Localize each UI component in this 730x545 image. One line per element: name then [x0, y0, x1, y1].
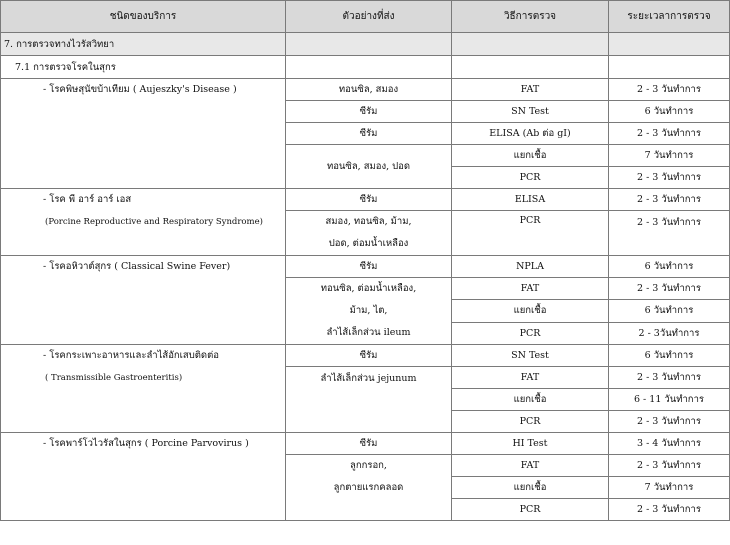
sample-cell: ลำไส้เล็กส่วน jejunum	[286, 367, 452, 433]
duration-cell: 6 - 11 วันทำการ	[609, 389, 730, 411]
method-cell: PCR	[452, 167, 609, 189]
duration-cell: 7 วันทำการ	[609, 477, 730, 499]
method-cell: แยกเชื้อ	[452, 145, 609, 167]
section-row	[1, 33, 730, 56]
method-cell: PCR	[452, 322, 609, 344]
method-cell: PCR	[452, 211, 609, 256]
duration-cell: 2 - 3 วันทำการ	[609, 211, 730, 256]
disease-name-cell	[1, 345, 286, 433]
disease-name: - โรคพิษสุนัขบ้าเทียม ( Aujeszky's Disease )	[43, 84, 237, 95]
disease-name-cell	[1, 433, 286, 521]
duration-cell: 2 - 3 วันทำการ	[609, 189, 730, 211]
disease-name: - โรค พี อาร์ อาร์ เอส	[43, 194, 132, 205]
method-cell: SN Test	[452, 101, 609, 123]
sample-cell: ซีรัม	[286, 345, 452, 367]
duration-cell: 7 วันทำการ	[609, 145, 730, 167]
duration-cell: 2 - 3 วันทำการ	[609, 411, 730, 433]
sample-line: ลูกกรอก,	[350, 460, 387, 471]
method-cell: SN Test	[452, 345, 609, 367]
header-duration: ระยะเวลาการตรวจ	[609, 1, 730, 33]
sample-line: ลูกตายแรกคลอด	[333, 482, 404, 493]
duration-cell: 2 - 3 วันทำการ	[609, 455, 730, 477]
duration-cell: 3 - 4 วันทำการ	[609, 433, 730, 455]
method-cell: แยกเชื้อ	[452, 300, 609, 322]
disease-name-english: (Porcine Reproductive and Respiratory Syndrome)	[45, 217, 263, 227]
sample-cell: ซีรัม	[286, 189, 452, 211]
table-row	[1, 345, 730, 367]
duration-cell: 6 วันทำการ	[609, 256, 730, 278]
sample-line: ม้าม, ไต,	[349, 305, 388, 316]
sample-cell: ซีรัม	[286, 433, 452, 455]
method-cell: แยกเชื้อ	[452, 477, 609, 499]
sample-line: ทอนซิล, ต่อมน้ำเหลือง,	[320, 283, 417, 294]
disease-name-cell	[1, 256, 286, 345]
method-cell: FAT	[452, 278, 609, 300]
duration-cell: 2 - 3 วันทำการ	[609, 499, 730, 521]
table-row	[1, 256, 730, 278]
header-sample: ตัวอย่างที่ส่ง	[286, 1, 452, 33]
duration-cell: 6 วันทำการ	[609, 345, 730, 367]
duration-cell: 6 วันทำการ	[609, 300, 730, 322]
method-cell: NPLA	[452, 256, 609, 278]
subsection-title: 7.1 การตรวจโรคในสุกร	[1, 56, 286, 79]
method-cell: ELISA	[452, 189, 609, 211]
section-title: 7. การตรวจทางไวรัสวิทยา	[1, 33, 286, 56]
disease-name-cell	[1, 189, 286, 256]
sample-line: สมอง, ทอนซิล, ม้าม,	[325, 216, 412, 227]
table-row	[1, 79, 730, 101]
duration-cell: 2 - 3 วันทำการ	[609, 167, 730, 189]
method-cell: PCR	[452, 499, 609, 521]
sample-cell: ซีรัม	[286, 101, 452, 123]
sample-cell	[286, 211, 452, 256]
disease-name: - โรคกระเพาะอาหารและลำไส้อักเสบติดต่อ	[43, 350, 219, 361]
disease-name: - โรคพาร์โวไวรัสในสุกร ( Porcine Parvovirus )	[43, 438, 249, 449]
sample-cell: ซีรัม	[286, 123, 452, 145]
method-cell: HI Test	[452, 433, 609, 455]
duration-cell: 2 - 3 วันทำการ	[609, 367, 730, 389]
header-row	[1, 1, 730, 33]
sample-line: ปอด, ต่อมน้ำเหลือง	[328, 238, 409, 249]
table-row	[1, 433, 730, 455]
disease-name-cell	[1, 79, 286, 189]
header-service: ชนิดของบริการ	[1, 1, 286, 33]
duration-cell: 2 - 3 วันทำการ	[609, 278, 730, 300]
method-cell: PCR	[452, 411, 609, 433]
sample-cell	[286, 455, 452, 521]
table-row	[1, 189, 730, 211]
disease-name-english: ( Transmissible Gastroenteritis)	[45, 373, 183, 383]
duration-cell: 2 - 3 วันทำการ	[609, 79, 730, 101]
disease-name: - โรคอหิวาต์สุกร ( Classical Swine Fever)	[43, 261, 231, 272]
sample-cell: ทอนซิล, สมอง	[286, 79, 452, 101]
duration-cell: 2 - 3 วันทำการ	[609, 123, 730, 145]
subsection-row	[1, 56, 730, 79]
sample-line: ลำไส้เล็กส่วน ileum	[326, 327, 411, 338]
header-method: วิธีการตรวจ	[452, 1, 609, 33]
sample-cell: ซีรัม	[286, 256, 452, 278]
method-cell: FAT	[452, 79, 609, 101]
duration-cell: 6 วันทำการ	[609, 101, 730, 123]
duration-cell: 2 - 3วันทำการ	[609, 322, 730, 344]
method-cell: FAT	[452, 455, 609, 477]
method-cell: FAT	[452, 367, 609, 389]
sample-cell	[286, 278, 452, 345]
method-cell: แยกเชื้อ	[452, 389, 609, 411]
method-cell: ELISA (Ab ต่อ gI)	[452, 123, 609, 145]
sample-cell: ทอนซิล, สมอง, ปอด	[286, 145, 452, 189]
